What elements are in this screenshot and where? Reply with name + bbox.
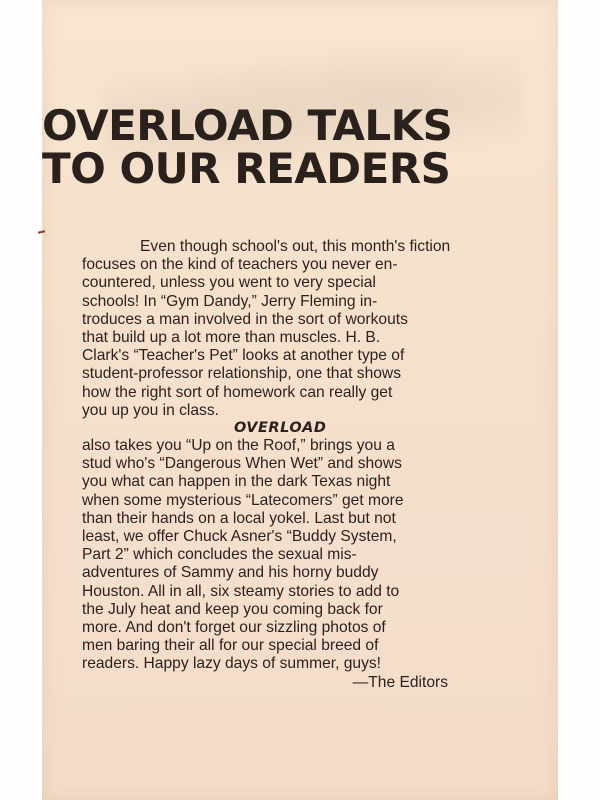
body-line: readers. Happy lazy days of summer, guys! xyxy=(82,655,382,673)
body-line: student-professor relationship, one that shows xyxy=(82,365,401,383)
body-line: that build up a lot more than muscles. H. B. xyxy=(82,329,381,347)
body-line: focuses on the kind of teachers you never en- xyxy=(82,256,398,274)
body-line: least, we offer Chuck Asner's “Buddy System, xyxy=(82,528,397,546)
editorial-text xyxy=(82,238,462,692)
body-line: you up you in class. xyxy=(82,401,219,419)
body-line: Even though school's out, this month's fiction xyxy=(140,238,451,255)
body-line: troduces a man involved in the sort of workouts xyxy=(82,310,408,328)
body-line: more. And don't forget our sizzling photos of xyxy=(82,619,386,637)
body-line: Part 2” which concludes the sexual mis- xyxy=(82,546,357,564)
magazine-name: OVERLOAD xyxy=(234,420,327,437)
body-line: also takes you “Up on the Roof,” brings you a xyxy=(82,437,395,455)
signature: —The Editors xyxy=(352,673,448,691)
body-line: how the right sort of homework can really get xyxy=(82,383,393,401)
body-line: Houston. All in all, six steamy stories to add to xyxy=(82,582,400,600)
body-line: when some mysterious “Latecomers” get more xyxy=(82,491,404,509)
page-title xyxy=(42,101,512,193)
body-line: stud who's “Dangerous When Wet” and shows xyxy=(82,455,402,473)
body-line: countered, unless you went to very special xyxy=(82,274,376,292)
body-line: Clark's “Teacher's Pet” looks at another type of xyxy=(82,347,405,365)
body-line: you what can happen in the dark Texas night xyxy=(82,473,391,491)
body-line: the July heat and keep you coming back for xyxy=(82,600,383,618)
body-line: men baring their all for our special breed of xyxy=(82,637,379,655)
body-line: adventures of Sammy and his horny buddy xyxy=(82,564,379,582)
body-line: schools! In “Gym Dandy,” Jerry Fleming in- xyxy=(82,292,378,310)
title-line-2: TO OUR READERS xyxy=(42,144,451,193)
body-line: than their hands on a local yokel. Last but not xyxy=(82,509,396,527)
title-line-1: OVERLOAD TALKS xyxy=(42,101,453,150)
